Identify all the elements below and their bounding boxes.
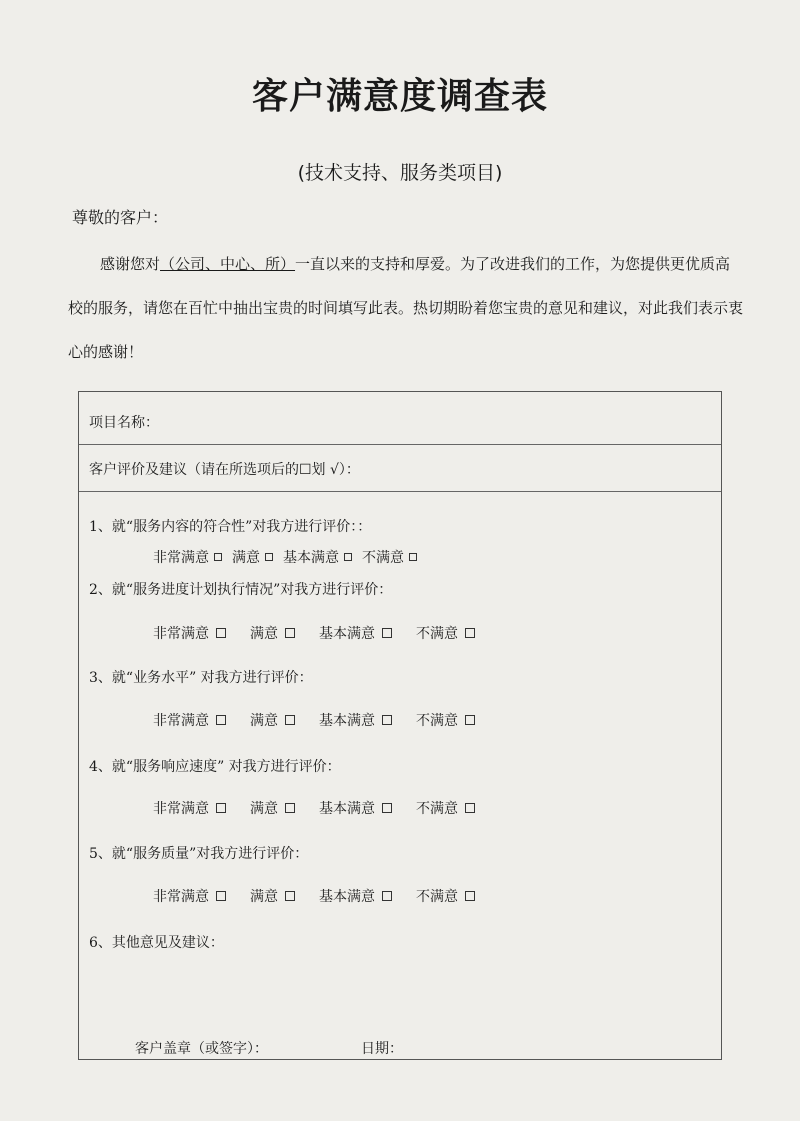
checkbox[interactable]: [465, 803, 475, 813]
checkbox[interactable]: [216, 891, 226, 901]
option-label: 满意: [250, 713, 278, 729]
option-label: 满意: [232, 550, 260, 566]
option-label: 不满意: [416, 889, 458, 905]
checkbox[interactable]: [465, 891, 475, 901]
question-2-label: 2、就“服务进度计划执行情况”对我方进行评价：: [89, 582, 393, 598]
intro-underlined: （公司、中心、所）: [160, 255, 296, 273]
question-2-options: [153, 623, 475, 643]
question-5-options: [153, 886, 475, 906]
checkbox[interactable]: [214, 553, 222, 561]
option-very-satisfied[interactable]: [153, 798, 226, 818]
option-label: 非常满意: [153, 550, 209, 566]
checkbox[interactable]: [382, 891, 392, 901]
checkbox[interactable]: [285, 628, 295, 638]
option-dissatisfied[interactable]: [362, 547, 417, 567]
question-6-label: 6、其他意见及建议：: [89, 935, 224, 951]
option-label: 基本满意: [319, 889, 375, 905]
checkbox[interactable]: [285, 803, 295, 813]
option-label: 基本满意: [319, 801, 375, 817]
checkbox[interactable]: [285, 715, 295, 725]
checkbox[interactable]: [382, 715, 392, 725]
date-label: 日期：: [361, 1041, 403, 1057]
intro-after: 一直以来的支持和厚爱。为了改进我们的工作，为您提供更优质高校的服务，请您在百忙中抽出宝贵的时间填写此表。热切期盼着您宝贵的意见和建议，对此我们表示衷心的感谢！: [68, 255, 744, 361]
question-3-label: 3、就“业务水平” 对我方进行评价：: [89, 670, 313, 686]
question-1-label: 1、就“服务内容的符合性”对我方进行评价：：: [89, 519, 372, 535]
option-label: 满意: [250, 801, 278, 817]
option-satisfied[interactable]: [250, 886, 295, 906]
divider: [79, 444, 721, 445]
option-label: 非常满意: [153, 713, 209, 729]
page-subtitle: (技术支持、服务类项目): [297, 162, 503, 184]
option-dissatisfied[interactable]: [416, 798, 475, 818]
checkbox[interactable]: [382, 803, 392, 813]
checkbox[interactable]: [465, 715, 475, 725]
option-label: 不满意: [362, 550, 404, 566]
intro-paragraph: [68, 242, 744, 374]
option-label: 满意: [250, 889, 278, 905]
question-4-label: 4、就“服务响应速度” 对我方进行评价：: [89, 759, 341, 775]
option-basically-satisfied[interactable]: [319, 623, 392, 643]
checkbox[interactable]: [409, 553, 417, 561]
question-4-options: [153, 798, 475, 818]
evaluation-label: 客户评价及建议（请在所选项后的☐划 √）：: [89, 462, 360, 478]
option-satisfied[interactable]: [250, 798, 295, 818]
option-satisfied[interactable]: [250, 710, 295, 730]
option-satisfied[interactable]: [250, 623, 295, 643]
option-dissatisfied[interactable]: [416, 886, 475, 906]
option-label: 基本满意: [319, 713, 375, 729]
divider: [79, 491, 721, 492]
option-very-satisfied[interactable]: [153, 547, 222, 567]
option-label: 非常满意: [153, 801, 209, 817]
survey-form: [78, 391, 722, 1060]
checkbox[interactable]: [344, 553, 352, 561]
option-label: 非常满意: [153, 626, 209, 642]
page-title: 客户满意度调查表: [251, 76, 548, 117]
option-dissatisfied[interactable]: [416, 710, 475, 730]
signature-label: 客户盖章（或签字）：: [135, 1041, 268, 1057]
option-label: 不满意: [416, 713, 458, 729]
checkbox[interactable]: [285, 891, 295, 901]
option-dissatisfied[interactable]: [416, 623, 475, 643]
checkbox[interactable]: [465, 628, 475, 638]
option-label: 基本满意: [319, 626, 375, 642]
option-satisfied[interactable]: [232, 547, 273, 567]
question-3-options: [153, 710, 475, 730]
project-name-label: 项目名称：: [89, 415, 159, 431]
option-basically-satisfied[interactable]: [319, 798, 392, 818]
checkbox[interactable]: [216, 803, 226, 813]
option-label: 非常满意: [153, 889, 209, 905]
option-basically-satisfied[interactable]: [319, 886, 392, 906]
option-label: 不满意: [416, 801, 458, 817]
option-very-satisfied[interactable]: [153, 886, 226, 906]
option-very-satisfied[interactable]: [153, 623, 226, 643]
checkbox[interactable]: [265, 553, 273, 561]
question-5-label: 5、就“服务质量”对我方进行评价：: [89, 846, 309, 862]
question-1-options: [153, 547, 417, 567]
checkbox[interactable]: [382, 628, 392, 638]
intro-before: 感谢您对: [100, 255, 161, 273]
option-label: 不满意: [416, 626, 458, 642]
salutation: 尊敬的客户：: [72, 208, 169, 227]
option-basically-satisfied[interactable]: [319, 710, 392, 730]
option-label: 满意: [250, 626, 278, 642]
option-basically-satisfied[interactable]: [283, 547, 352, 567]
checkbox[interactable]: [216, 628, 226, 638]
checkbox[interactable]: [216, 715, 226, 725]
option-label: 基本满意: [283, 550, 339, 566]
option-very-satisfied[interactable]: [153, 710, 226, 730]
